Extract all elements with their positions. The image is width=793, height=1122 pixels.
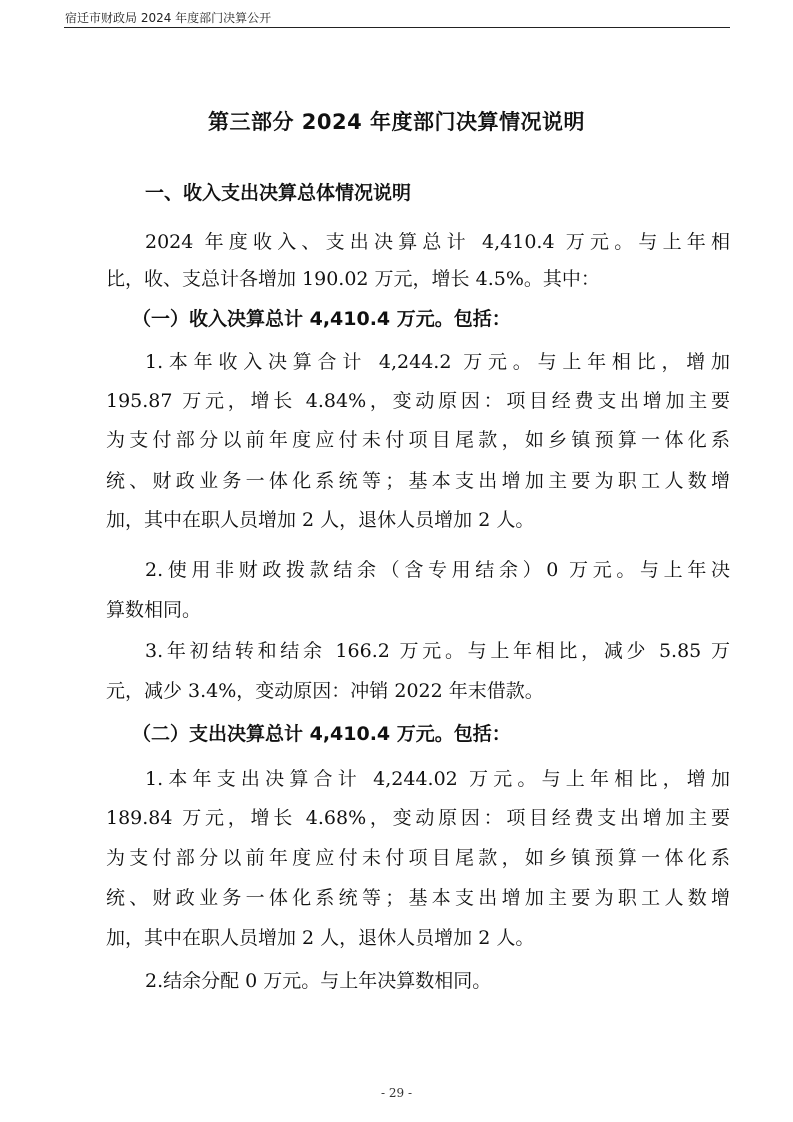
intro-line-1: 2024 年度收入、支出决算总计 4,410.4 万元。与上年相 xyxy=(145,231,730,253)
expense-item1-line-1: 1.本年支出决算合计 4,244.02 万元。与上年相比，增加 xyxy=(145,768,730,790)
intro-line-2: 比，收、支总计各增加 190.02 万元，增长 4.5%。其中： xyxy=(106,268,600,290)
expense-item1-line-5: 加，其中在职人员增加 2 人，退休人员增加 2 人。 xyxy=(106,927,535,949)
expense-heading: （二）支出决算总计 4,410.4 万元。包括： xyxy=(132,723,511,745)
header-divider xyxy=(64,27,730,28)
income-item1-line-5: 加，其中在职人员增加 2 人，退休人员增加 2 人。 xyxy=(106,509,535,531)
income-item2-line-1: 2.使用非财政拨款结余（含专用结余）0 万元。与上年决 xyxy=(145,559,730,581)
expense-item1-line-3: 为支付部分以前年度应付未付项目尾款，如乡镇预算一体化系 xyxy=(106,847,730,869)
expense-item1-line-4: 统、财政业务一体化系统等；基本支出增加主要为职工人数增 xyxy=(106,887,730,909)
income-heading: （一）收入决算总计 4,410.4 万元。包括： xyxy=(132,308,511,330)
income-item1-line-3: 为支付部分以前年度应付未付项目尾款，如乡镇预算一体化系 xyxy=(106,429,730,451)
income-item1-line-2: 195.87 万元，增长 4.84%，变动原因：项目经费支出增加主要 xyxy=(106,390,730,412)
income-item2-line-2: 算数相同。 xyxy=(106,599,202,621)
header-text: 宿迁市财政局 2024 年度部门决算公开 xyxy=(65,11,272,25)
income-item1-line-4: 统、财政业务一体化系统等；基本支出增加主要为职工人数增 xyxy=(106,470,730,492)
section-heading: 一、收入支出决算总体情况说明 xyxy=(145,182,412,204)
page-number: - 29 - xyxy=(380,1086,412,1100)
income-item3-line-1: 3.年初结转和结余 166.2 万元。与上年相比，减少 5.85 万 xyxy=(145,640,730,662)
income-item1-line-1: 1.本年收入决算合计 4,244.2 万元。与上年相比，增加 xyxy=(145,351,730,373)
expense-item2-line-1: 2.结余分配 0 万元。与上年决算数相同。 xyxy=(145,970,492,992)
page-title: 第三部分 2024 年度部门决算情况说明 xyxy=(207,110,586,134)
income-item3-line-2: 元，减少 3.4%，变动原因：冲销 2022 年末借款。 xyxy=(106,680,544,702)
expense-item1-line-2: 189.84 万元，增长 4.68%，变动原因：项目经费支出增加主要 xyxy=(106,807,730,829)
